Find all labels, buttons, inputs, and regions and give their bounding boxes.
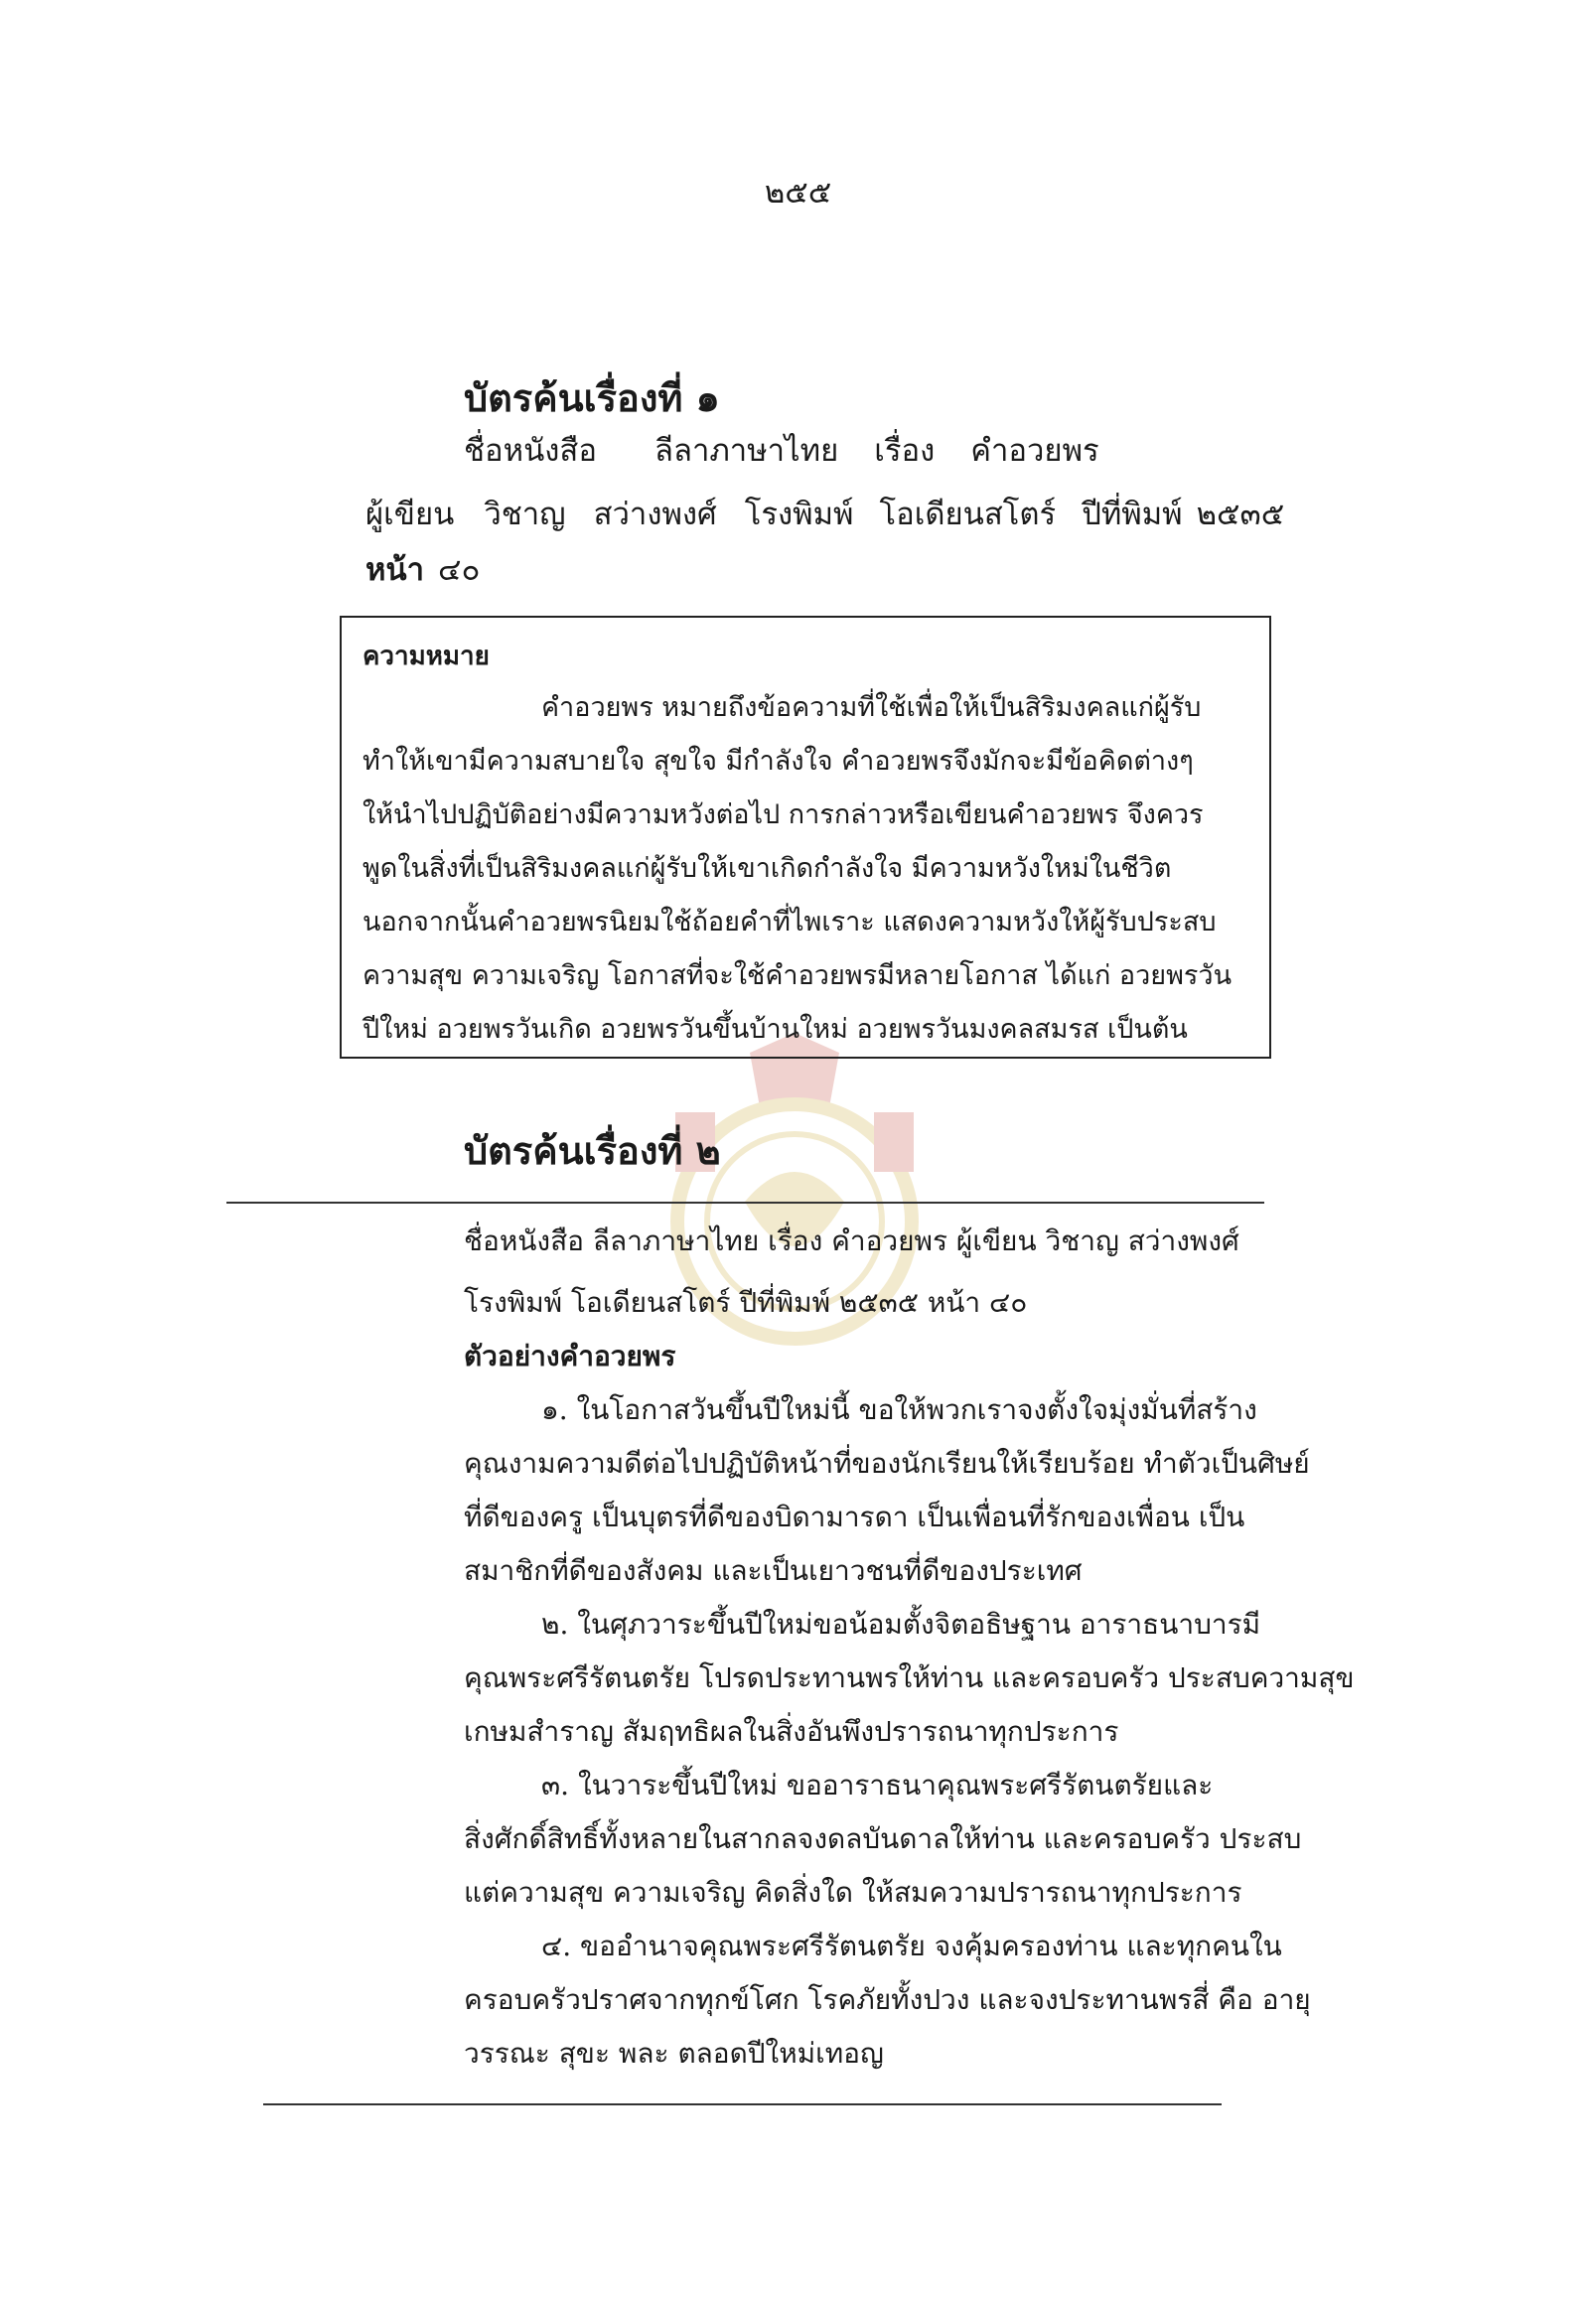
card2-heading: บัตรค้นเรื่องที่ ๒ [464,1128,721,1173]
example-line: ที่ดีของครู เป็นบุตรที่ดีของบิดามารดา เป็นเพื่อนที่รักของเพื่อน เป็น [464,1501,1245,1533]
author-name: วิชาญ [484,497,566,532]
example-line: สมาชิกที่ดีของสังคม และเป็นเยาวชนที่ดีของประเทศ [464,1554,1083,1587]
card2-bottom-rule [263,2103,1222,2105]
card1-book-row [464,425,1099,475]
publisher: โอเดียนสโตร์ [879,497,1057,532]
meaning-line: นอกจากนั้นคำอวยพรนิยมใช้ถ้อยคำที่ไพเราะ แสดงความหวังให้ผู้รับประสบ [363,907,1217,937]
meaning-line: พูดในสิ่งที่เป็นสิริมงคลแก่ผู้รับให้เขาเกิดกำลังใจ มีความหวังใหม่ในชีวิต [363,853,1172,884]
example-line: เกษมสำราญ สัมฤทธิผลในสิ่งอันพึงปรารถนาทุกประการ [464,1715,1119,1748]
example-line: แต่ความสุข ความเจริญ คิดสิ่งใด ให้สมความปรารถนาทุกประการ [464,1876,1242,1909]
year: ๒๕๓๕ [1196,497,1285,532]
meaning-line: ความสุข ความเจริญ โอกาสที่จะใช้คำอวยพรมีหลายโอกาส ได้แก่ อวยพรวัน [363,960,1233,991]
meaning-line: ให้นำไปปฏิบัติอย่างมีความหวังต่อไป การกล่าวหรือเขียนคำอวยพร จึงควร [363,799,1204,830]
card1-page-row [365,544,480,594]
example-line: คุณงามความดีต่อไปปฏิบัติหน้าที่ของนักเรียนให้เรียบร้อย ทำตัวเป็นศิษย์ [464,1447,1310,1480]
book-label: ชื่อหนังสือ [464,433,597,469]
example-line: ๔. ขออำนาจคุณพระศรีรัตนตรัย จงคุ้มครองท่าน และทุกคนใน [541,1930,1282,1962]
seal-right-flag [874,1112,914,1172]
meaning-line: คำอวยพร หมายถึงข้อความที่ใช้เพื่อให้เป็นสิริมงคลแก่ผู้รับ [541,692,1202,723]
example-line: ๑. ในโอกาสวันขึ้นปีใหม่นี้ ขอให้พวกเราจงตั้งใจมุ่งมั่นที่สร้าง [541,1393,1257,1426]
card2-top-rule [226,1202,1264,1204]
card1-author-row [365,489,1284,538]
card2-source-line: โรงพิมพ์ โอเดียนสโตร์ ปีที่พิมพ์ ๒๕๓๕ หน้า ๔๐ [464,1286,1028,1319]
example-line: วรรณะ สุขะ พละ ตลอดปีใหม่เทอญ [464,2037,884,2070]
page-number: ๒๕๕ [764,175,832,211]
card1-heading: บัตรค้นเรื่องที่ ๑ [464,375,720,420]
book-title: ลีลาภาษาไทย [653,433,839,469]
publisher-label: โรงพิมพ์ [744,497,854,532]
meaning-line: ทำให้เขามีความสบายใจ สุขใจ มีกำลังใจ คำอวยพรจึงมักจะมีข้อคิดต่างๆ [363,746,1194,777]
meaning-line: ปีใหม่ อวยพรวันเกิด อวยพรวันขึ้นบ้านใหม่ อวยพรวันมงคลสมรส เป็นต้น [363,1014,1188,1045]
year-label: ปีที่พิมพ์ [1082,497,1183,532]
author-label: ผู้เขียน [365,497,455,532]
meaning-label: ความหมาย [363,642,490,671]
author-surname: สว่างพงศ์ [593,497,717,532]
page-label: หน้า [365,552,425,588]
example-line: ครอบครัวปราศจากทุกข์โศก โรคภัยทั้งปวง และจงประทานพรสี่ คือ อายุ [464,1983,1311,2016]
card2-source-line: ชื่อหนังสือ ลีลาภาษาไทย เรื่อง คำอวยพร ผู้เขียน วิชาญ สว่างพงศ์ [464,1224,1239,1257]
topic: คำอวยพร [970,433,1099,469]
topic-label: เรื่อง [874,433,936,469]
page-value: ๔๐ [438,552,481,588]
example-line: สิ่งศักดิ์สิทธิ์ทั้งหลายในสากลจงดลบันดาลให้ท่าน และครอบครัว ประสบ [464,1822,1302,1855]
example-line: ๓. ในวาระขึ้นปีใหม่ ขออาราธนาคุณพระศรีรัตนตรัยและ [541,1769,1214,1801]
example-line: คุณพระศรีรัตนตรัย โปรดประทานพรให้ท่าน และครอบครัว ประสบความสุข [464,1661,1355,1694]
example-line: ๒. ในศุภวาระขึ้นปีใหม่ขอน้อมตั้งจิตอธิษฐาน อาราธนาบารมี [541,1608,1261,1641]
examples-label: ตัวอย่างคำอวยพร [464,1340,676,1372]
